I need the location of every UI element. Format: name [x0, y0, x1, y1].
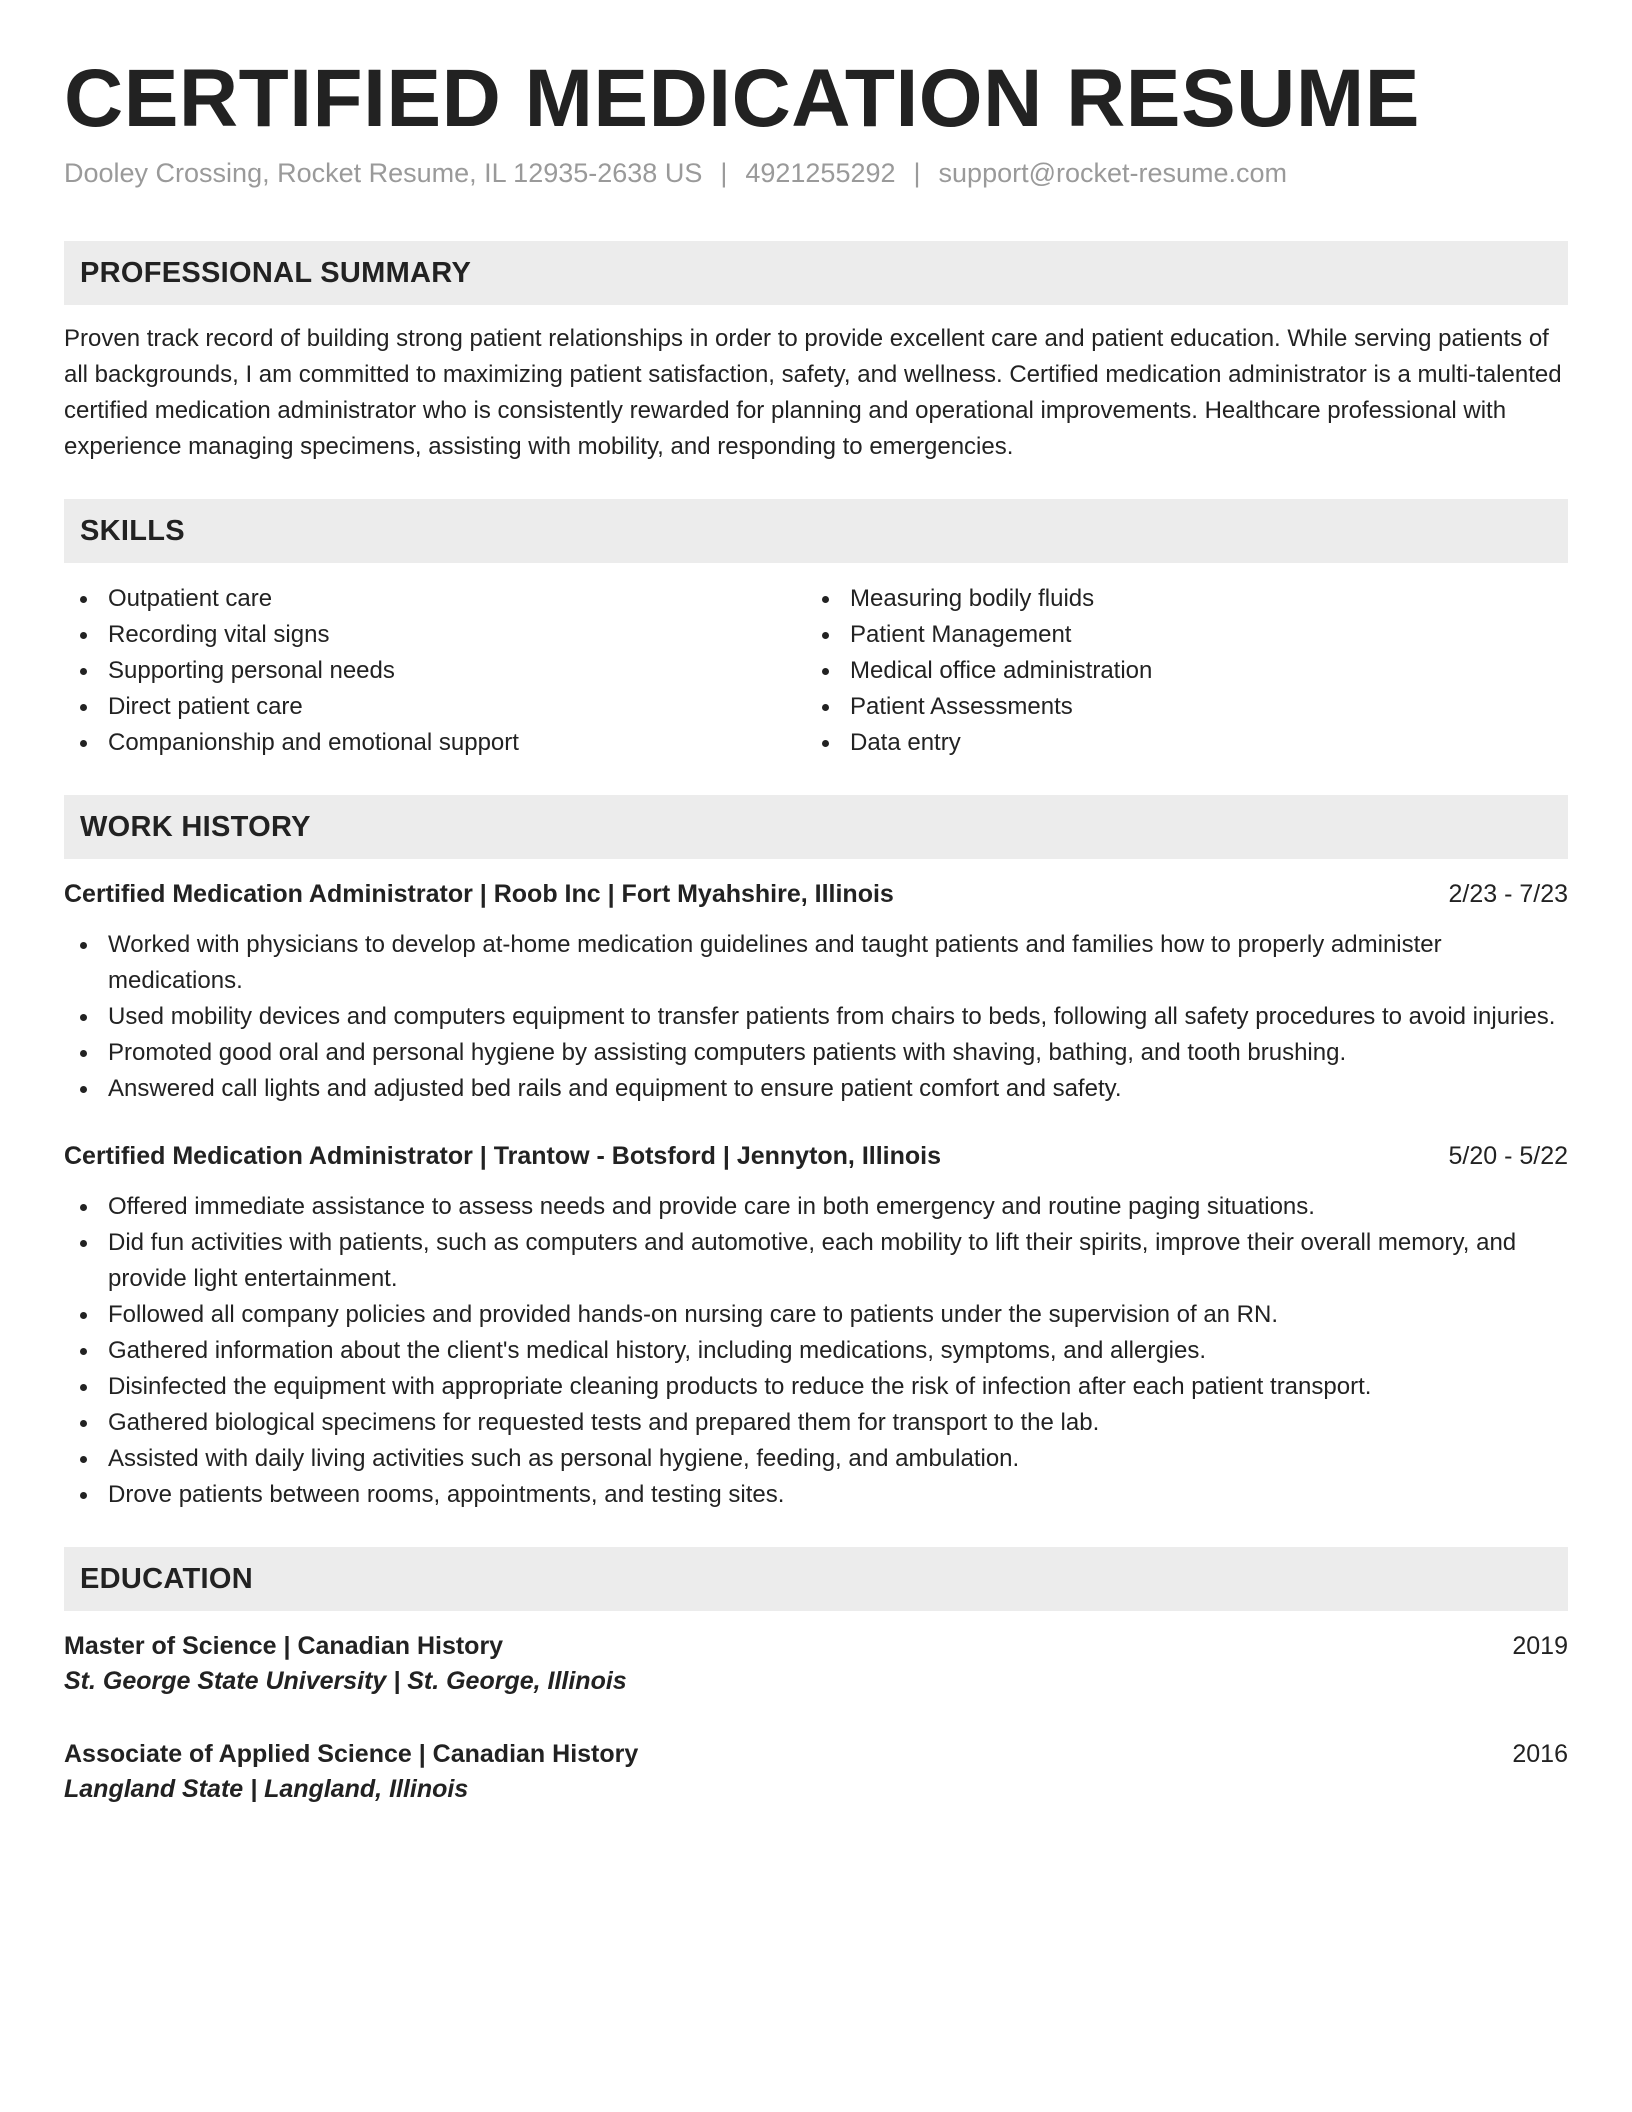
summary-text: Proven track record of building strong patient relationships in order to provide excellent care and patient education. While serving patients of all backgrounds, I am committed to maximizing patient satisfaction, safety, and wellness. Certified medication administrator is a multi-talented certified medication administrator who is consistently rewarded for planning and operational improvements. Healthcare professional with experience managing specimens, assisting with mobility, and responding to emergencies. [64, 325, 1562, 461]
education-year: 2016 [1512, 1740, 1568, 1769]
skill-item: Direct patient care [64, 689, 806, 725]
email: support@rocket-resume.com [938, 158, 1288, 189]
job-bullet: Answered call lights and adjusted bed rails and equipment to ensure patient comfort and safety. [64, 1071, 1568, 1107]
job-bullet: Assisted with daily living activities such as personal hygiene, feeding, and ambulation. [64, 1441, 1568, 1477]
job-bullet: Did fun activities with patients, such as computers and automotive, each mobility to lift their spirits, improve their overall memory, and provide light entertainment. [64, 1225, 1568, 1297]
skills-list-left [64, 581, 806, 761]
job-heading [64, 877, 1568, 911]
job-bullet: Used mobility devices and computers equipment to transfer patients from chairs to beds, following all safety procedures to avoid injuries. [64, 999, 1568, 1035]
skill-item: Companionship and emotional support [64, 725, 806, 761]
resume-title: CERTIFIED MEDICATION RESUME [64, 53, 1420, 144]
skill-item: Supporting personal needs [64, 653, 806, 689]
section-header-summary: PROFESSIONAL SUMMARY [64, 241, 1568, 305]
skills-grid [64, 581, 1568, 761]
education-degree: Master of Science | Canadian History [64, 1632, 504, 1661]
skill-item: Data entry [806, 725, 1548, 761]
section-header-skills: SKILLS [64, 499, 1568, 563]
section-header-work: WORK HISTORY [64, 795, 1568, 859]
education-entry [64, 1737, 1568, 1807]
job-bullet: Offered immediate assistance to assess needs and provide care in both emergency and routine paging situations. [64, 1189, 1568, 1225]
job-title: Certified Medication Administrator | Roob Inc | Fort Myahshire, Illinois [64, 880, 894, 909]
skill-item: Measuring bodily fluids [806, 581, 1548, 617]
job-dates: 5/20 - 5/22 [1448, 1142, 1568, 1171]
job-bullet: Drove patients between rooms, appointments, and testing sites. [64, 1477, 1568, 1513]
skill-item: Patient Management [806, 617, 1548, 653]
job-entry [64, 877, 1568, 1107]
job-bullet: Promoted good oral and personal hygiene by assisting computers patients with shaving, bathing, and tooth brushing. [64, 1035, 1568, 1071]
education-year: 2019 [1512, 1632, 1568, 1661]
job-heading [64, 1139, 1568, 1173]
skill-item: Recording vital signs [64, 617, 806, 653]
job-bullet: Followed all company policies and provided hands-on nursing care to patients under the supervision of an RN. [64, 1297, 1568, 1333]
education-heading [64, 1737, 1568, 1771]
job-dates: 2/23 - 7/23 [1448, 880, 1568, 909]
skill-item: Outpatient care [64, 581, 806, 617]
job-bullets [64, 1189, 1568, 1513]
education-school: St. George State University | St. George, Illinois [64, 1667, 627, 1696]
skills-list-right [806, 581, 1548, 761]
job-bullet: Worked with physicians to develop at-home medication guidelines and taught patients and families how to properly administer medications. [64, 927, 1568, 999]
section-header-education: EDUCATION [64, 1547, 1568, 1611]
separator: | [720, 158, 728, 189]
job-bullet: Disinfected the equipment with appropriate cleaning products to reduce the risk of infection after each patient transport. [64, 1369, 1568, 1405]
phone: 4921255292 [745, 158, 896, 189]
job-entry [64, 1139, 1568, 1513]
job-bullet: Gathered biological specimens for requested tests and prepared them for transport to the lab. [64, 1405, 1568, 1441]
education-school: Langland State | Langland, Illinois [64, 1775, 469, 1804]
contact-line [64, 158, 1568, 189]
job-bullets [64, 927, 1568, 1107]
education-degree: Associate of Applied Science | Canadian History [64, 1740, 639, 1769]
job-title: Certified Medication Administrator | Trantow - Botsford | Jennyton, Illinois [64, 1142, 942, 1171]
education-heading [64, 1629, 1568, 1663]
job-bullet: Gathered information about the client's medical history, including medications, symptoms, and allergies. [64, 1333, 1568, 1369]
skill-item: Patient Assessments [806, 689, 1548, 725]
address: Dooley Crossing, Rocket Resume, IL 12935-2638 US [64, 158, 703, 189]
separator: | [913, 158, 921, 189]
education-entry [64, 1629, 1568, 1699]
skill-item: Medical office administration [806, 653, 1548, 689]
